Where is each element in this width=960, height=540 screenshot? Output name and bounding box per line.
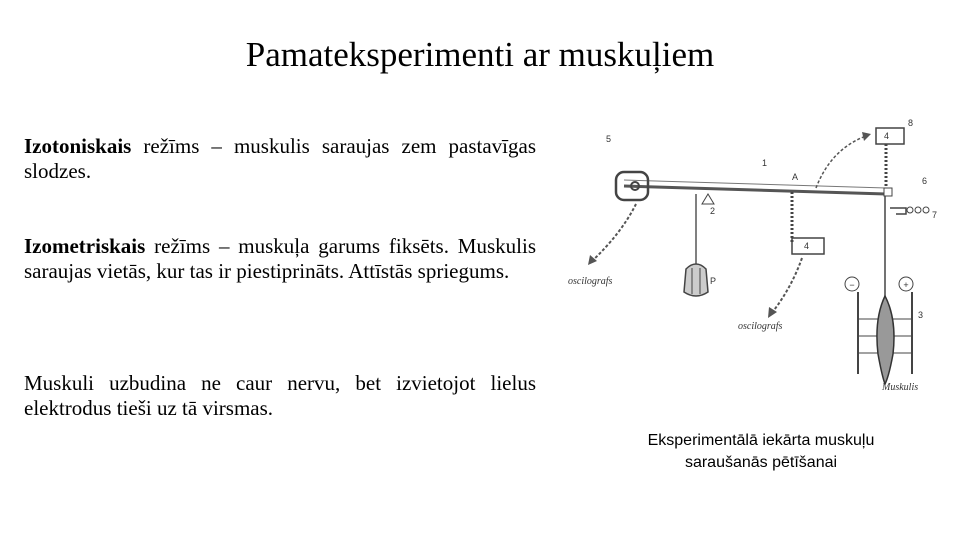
apparatus-drawing (566, 114, 946, 404)
arrow-upper (816, 136, 866, 188)
label-muskulis: Muskulis (882, 382, 919, 393)
label-3: 3 (918, 310, 924, 320)
recorder-box-upper (876, 128, 904, 144)
screw-1 (907, 207, 913, 213)
arrow-bottom-oscilograph (771, 258, 802, 314)
label-p: P (710, 276, 717, 286)
apparatus-diagram (566, 114, 946, 404)
text-isotonic: režīms – muskulis saraujas zem pastavīgas slodzes. (24, 134, 536, 183)
arrow-left-oscilograph (591, 204, 636, 262)
weight-load (684, 264, 708, 296)
label-a: A (792, 172, 799, 182)
plus-sign: + (903, 280, 909, 290)
lever-clamp (884, 188, 892, 196)
screw-2 (915, 207, 921, 213)
screw-3 (923, 207, 929, 213)
label-7: 7 (932, 210, 938, 220)
label-5: 5 (606, 134, 612, 144)
label-6: 6 (922, 176, 928, 186)
paragraph-stimulation (24, 371, 536, 421)
label-oscilografs-left: oscilografs (568, 276, 613, 287)
text-isometric: režīms – muskuļa garums fiksēts. Muskulis saraujas vietās, kur tas ir piestiprināts. Attīstās spriegums. (24, 234, 536, 283)
label-4-upper: 4 (884, 131, 890, 141)
minus-sign: − (849, 280, 855, 290)
label-oscilografs-bottom: oscilografs (738, 321, 783, 332)
paragraph-isotonic (24, 134, 536, 184)
label-1: 1 (762, 158, 768, 168)
label-4-lower: 4 (804, 241, 810, 251)
label-8: 8 (908, 118, 914, 128)
term-isotonic: Izotoniskais (24, 134, 132, 158)
fulcrum (702, 194, 714, 204)
text-stimulation: Muskuli uzbudina ne caur nervu, bet izvietojot lielus elektrodus tieši uz tā virsmas. (24, 371, 536, 420)
muscle (877, 296, 894, 384)
label-2: 2 (710, 206, 716, 216)
slide-title: Pamateksperimenti ar muskuļiem (245, 35, 715, 74)
arrow-upper-head (862, 132, 871, 141)
clamp-holder (890, 208, 906, 214)
paragraph-isometric (24, 234, 536, 284)
figure-caption: Eksperimentālā iekārta muskuļu saraušanās pētīšanai (647, 432, 875, 471)
term-isometric: Izometriskais (24, 234, 146, 258)
